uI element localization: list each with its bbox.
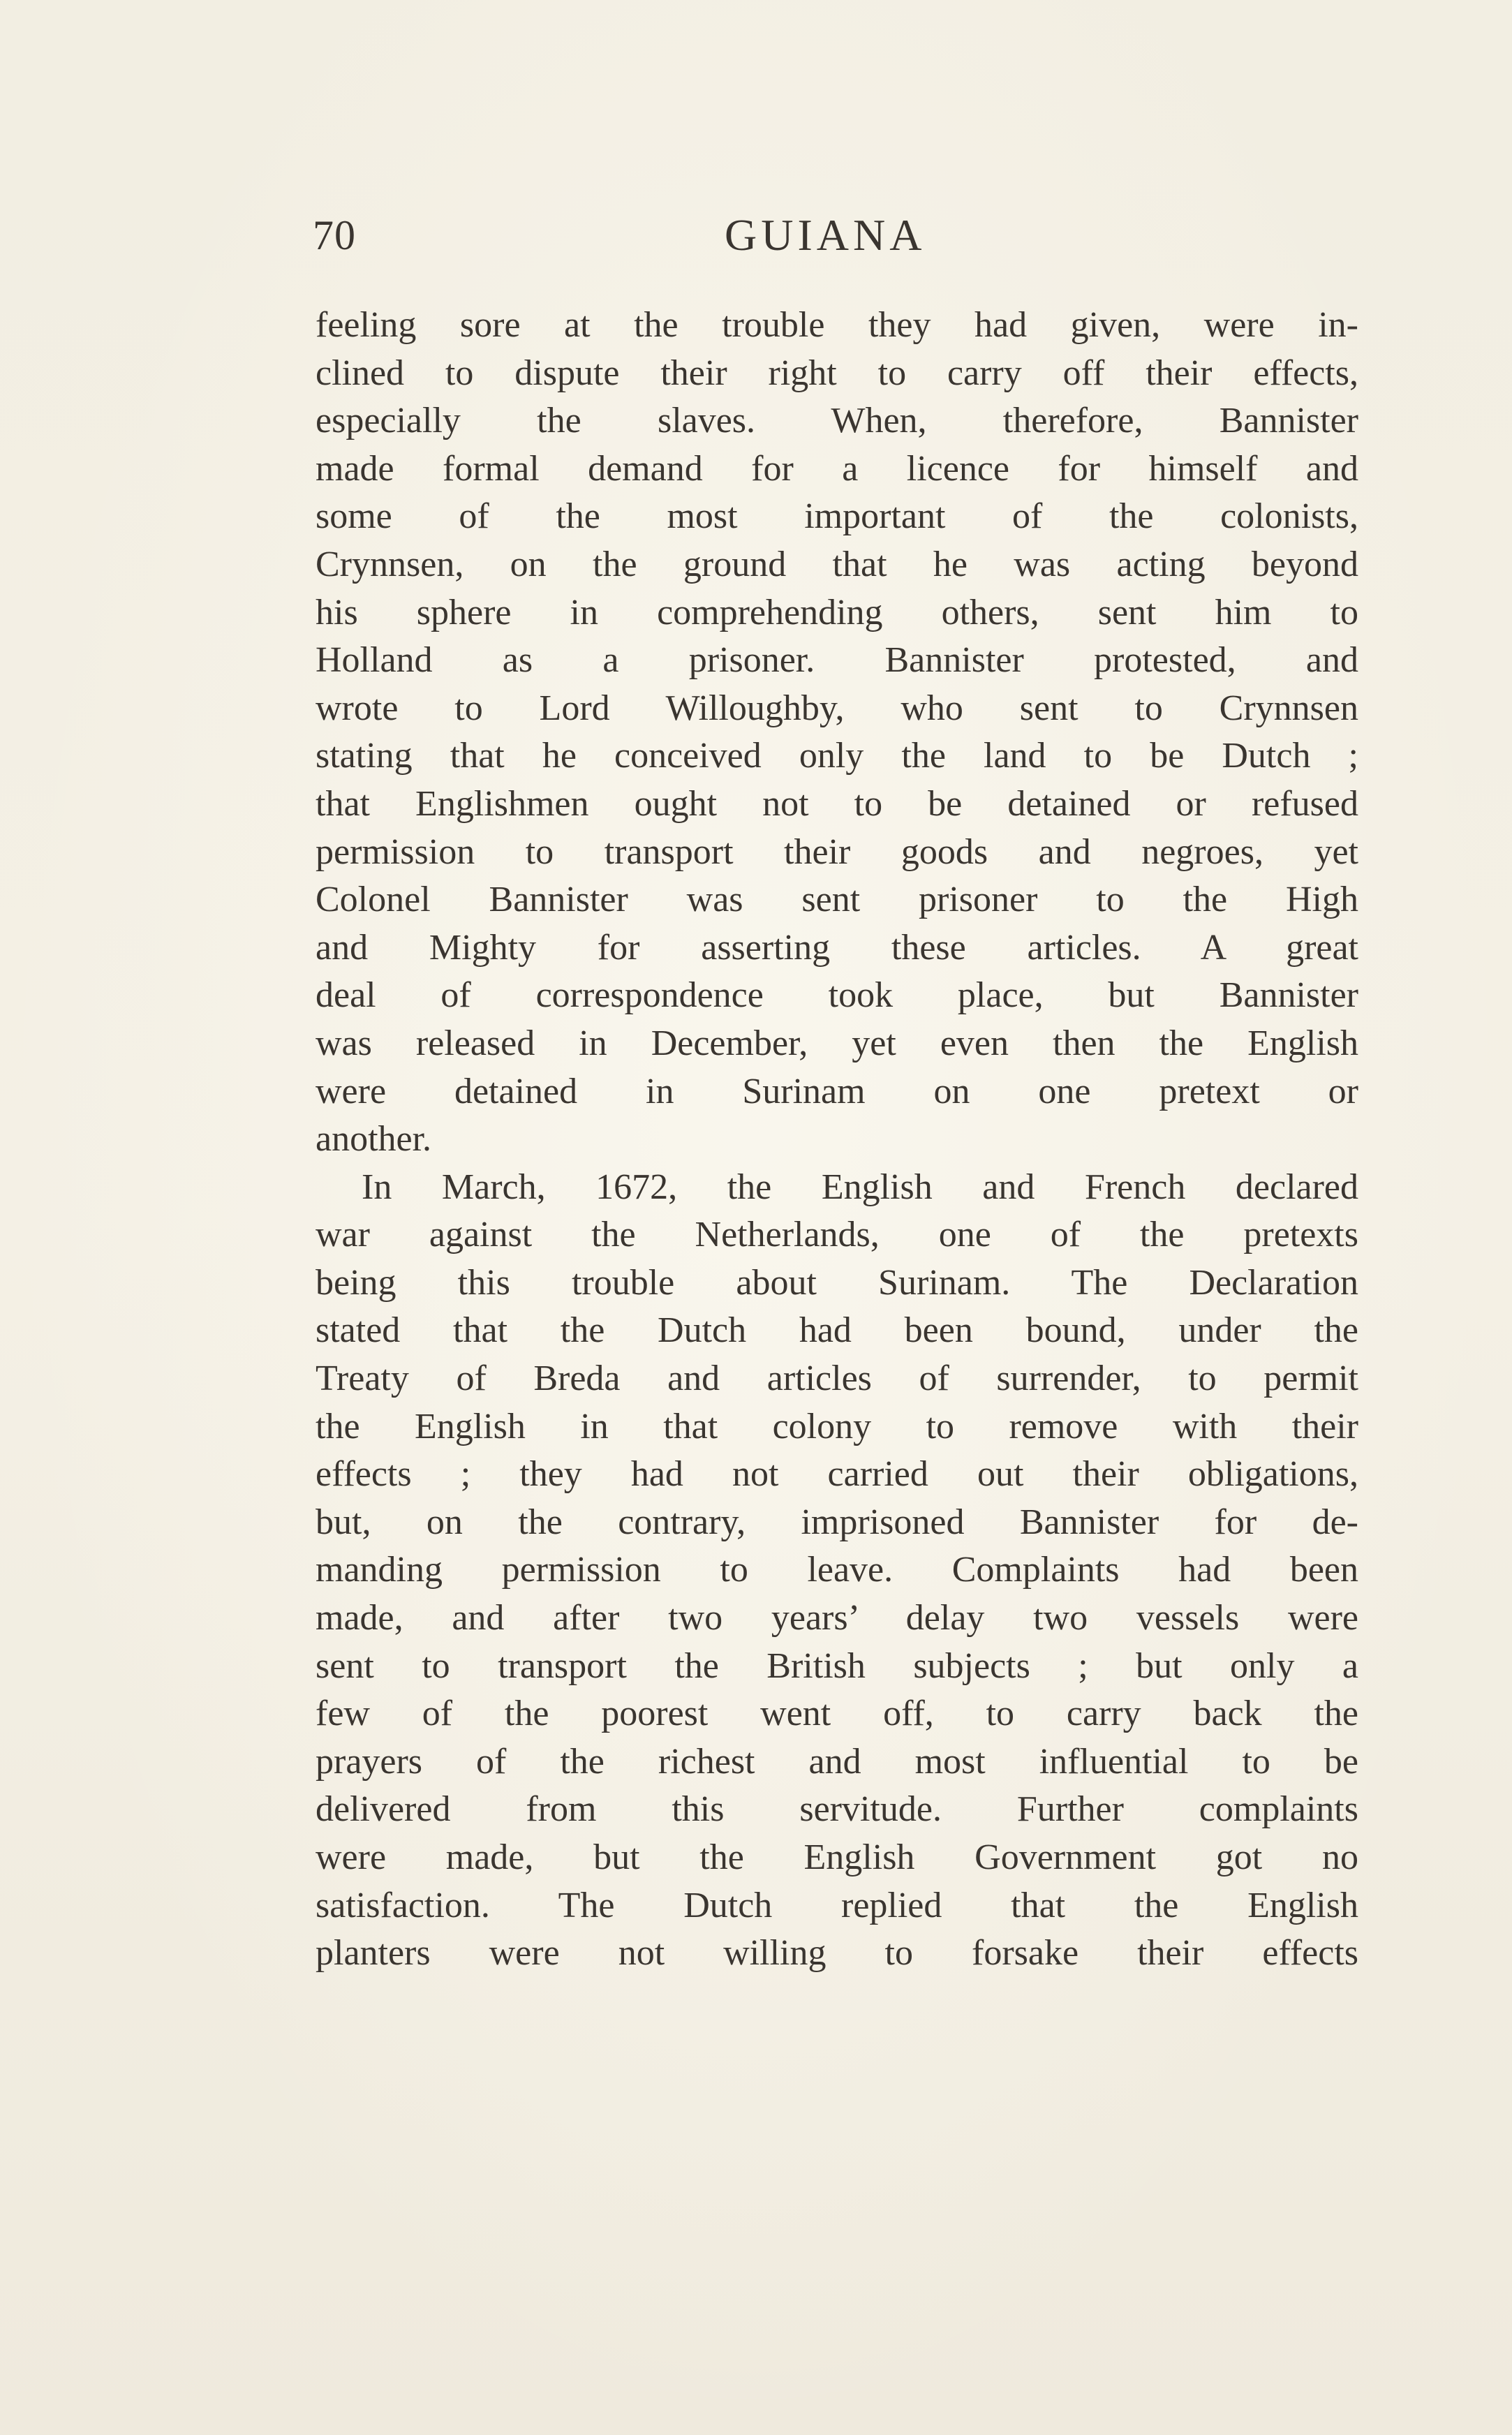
text-line: stated that the Dutch had been bound, under the <box>316 1310 1358 1351</box>
text-line: Colonel Bannister was sent prisoner to the High <box>316 880 1358 920</box>
text-line: sent to transport the British subjects ; but only a <box>316 1645 1358 1686</box>
text-line: that Englishmen ought not to be detained or refused <box>316 783 1358 824</box>
text-line: stating that he conceived only the land to be Dutch ; <box>316 736 1358 776</box>
text-line: Treaty of Breda and articles of surrender, to permit <box>316 1359 1358 1399</box>
text-line: Crynnsen, on the ground that he was acting beyond <box>316 544 1358 584</box>
text-line: the English in that colony to remove with their <box>316 1406 1358 1446</box>
text-line: and Mighty for asserting these articles. A great <box>316 927 1358 968</box>
text-line: effects ; they had not carried out their obligations, <box>316 1454 1358 1495</box>
text-line: prayers of the richest and most influential to be <box>316 1741 1358 1782</box>
text-line: planters were not willing to forsake their effects <box>316 1933 1358 1974</box>
page-number: 70 <box>313 212 356 258</box>
text-line: another. <box>316 1119 432 1160</box>
text-line: manding permission to leave. Complaints had been <box>316 1550 1358 1590</box>
text-line: made formal demand for a licence for himself and <box>316 448 1358 489</box>
text-line: few of the poorest went off, to carry back the <box>316 1694 1358 1734</box>
paragraph-2 <box>316 1164 1358 1978</box>
text-line: especially the slaves. When, therefore, Bannister <box>316 401 1358 441</box>
text-line: deal of correspondence took place, but Bannister <box>316 975 1358 1016</box>
text-line: but, on the contrary, imprisoned Bannister for de- <box>316 1502 1358 1542</box>
text-line: satisfaction. The Dutch replied that the English <box>316 1885 1358 1925</box>
text-line: his sphere in comprehending others, sent him to <box>316 592 1358 632</box>
body-text <box>316 302 1358 1978</box>
text-line: Holland as a prisoner. Bannister protested, and <box>316 640 1358 681</box>
text-line: war against the Netherlands, one of the pretexts <box>316 1215 1358 1255</box>
text-line: some of the most important of the colonists, <box>316 496 1358 537</box>
text-line: being this trouble about Surinam. The Declaration <box>316 1262 1358 1303</box>
page-header <box>313 204 1360 267</box>
text-line: permission to transport their goods and negroes, yet <box>316 831 1358 872</box>
text-line: wrote to Lord Willoughby, who sent to Crynnsen <box>316 688 1358 728</box>
text-line: made, and after two years’ delay two vessels were <box>316 1598 1358 1638</box>
text-line: In March, 1672, the English and French declared <box>362 1167 1358 1207</box>
text-line: were detained in Surinam on one pretext or <box>316 1071 1358 1111</box>
running-head: GUIANA <box>725 210 926 260</box>
text-line: were made, but the English Government got no <box>316 1837 1358 1877</box>
text-line: was released in December, yet even then the English <box>316 1023 1358 1063</box>
text-line: clined to dispute their right to carry off their effects, <box>316 353 1358 393</box>
text-line: feeling sore at the trouble they had given, were in- <box>316 305 1358 345</box>
text-line: delivered from this servitude. Further complaints <box>316 1789 1358 1830</box>
paragraph-1 <box>316 302 1358 1164</box>
